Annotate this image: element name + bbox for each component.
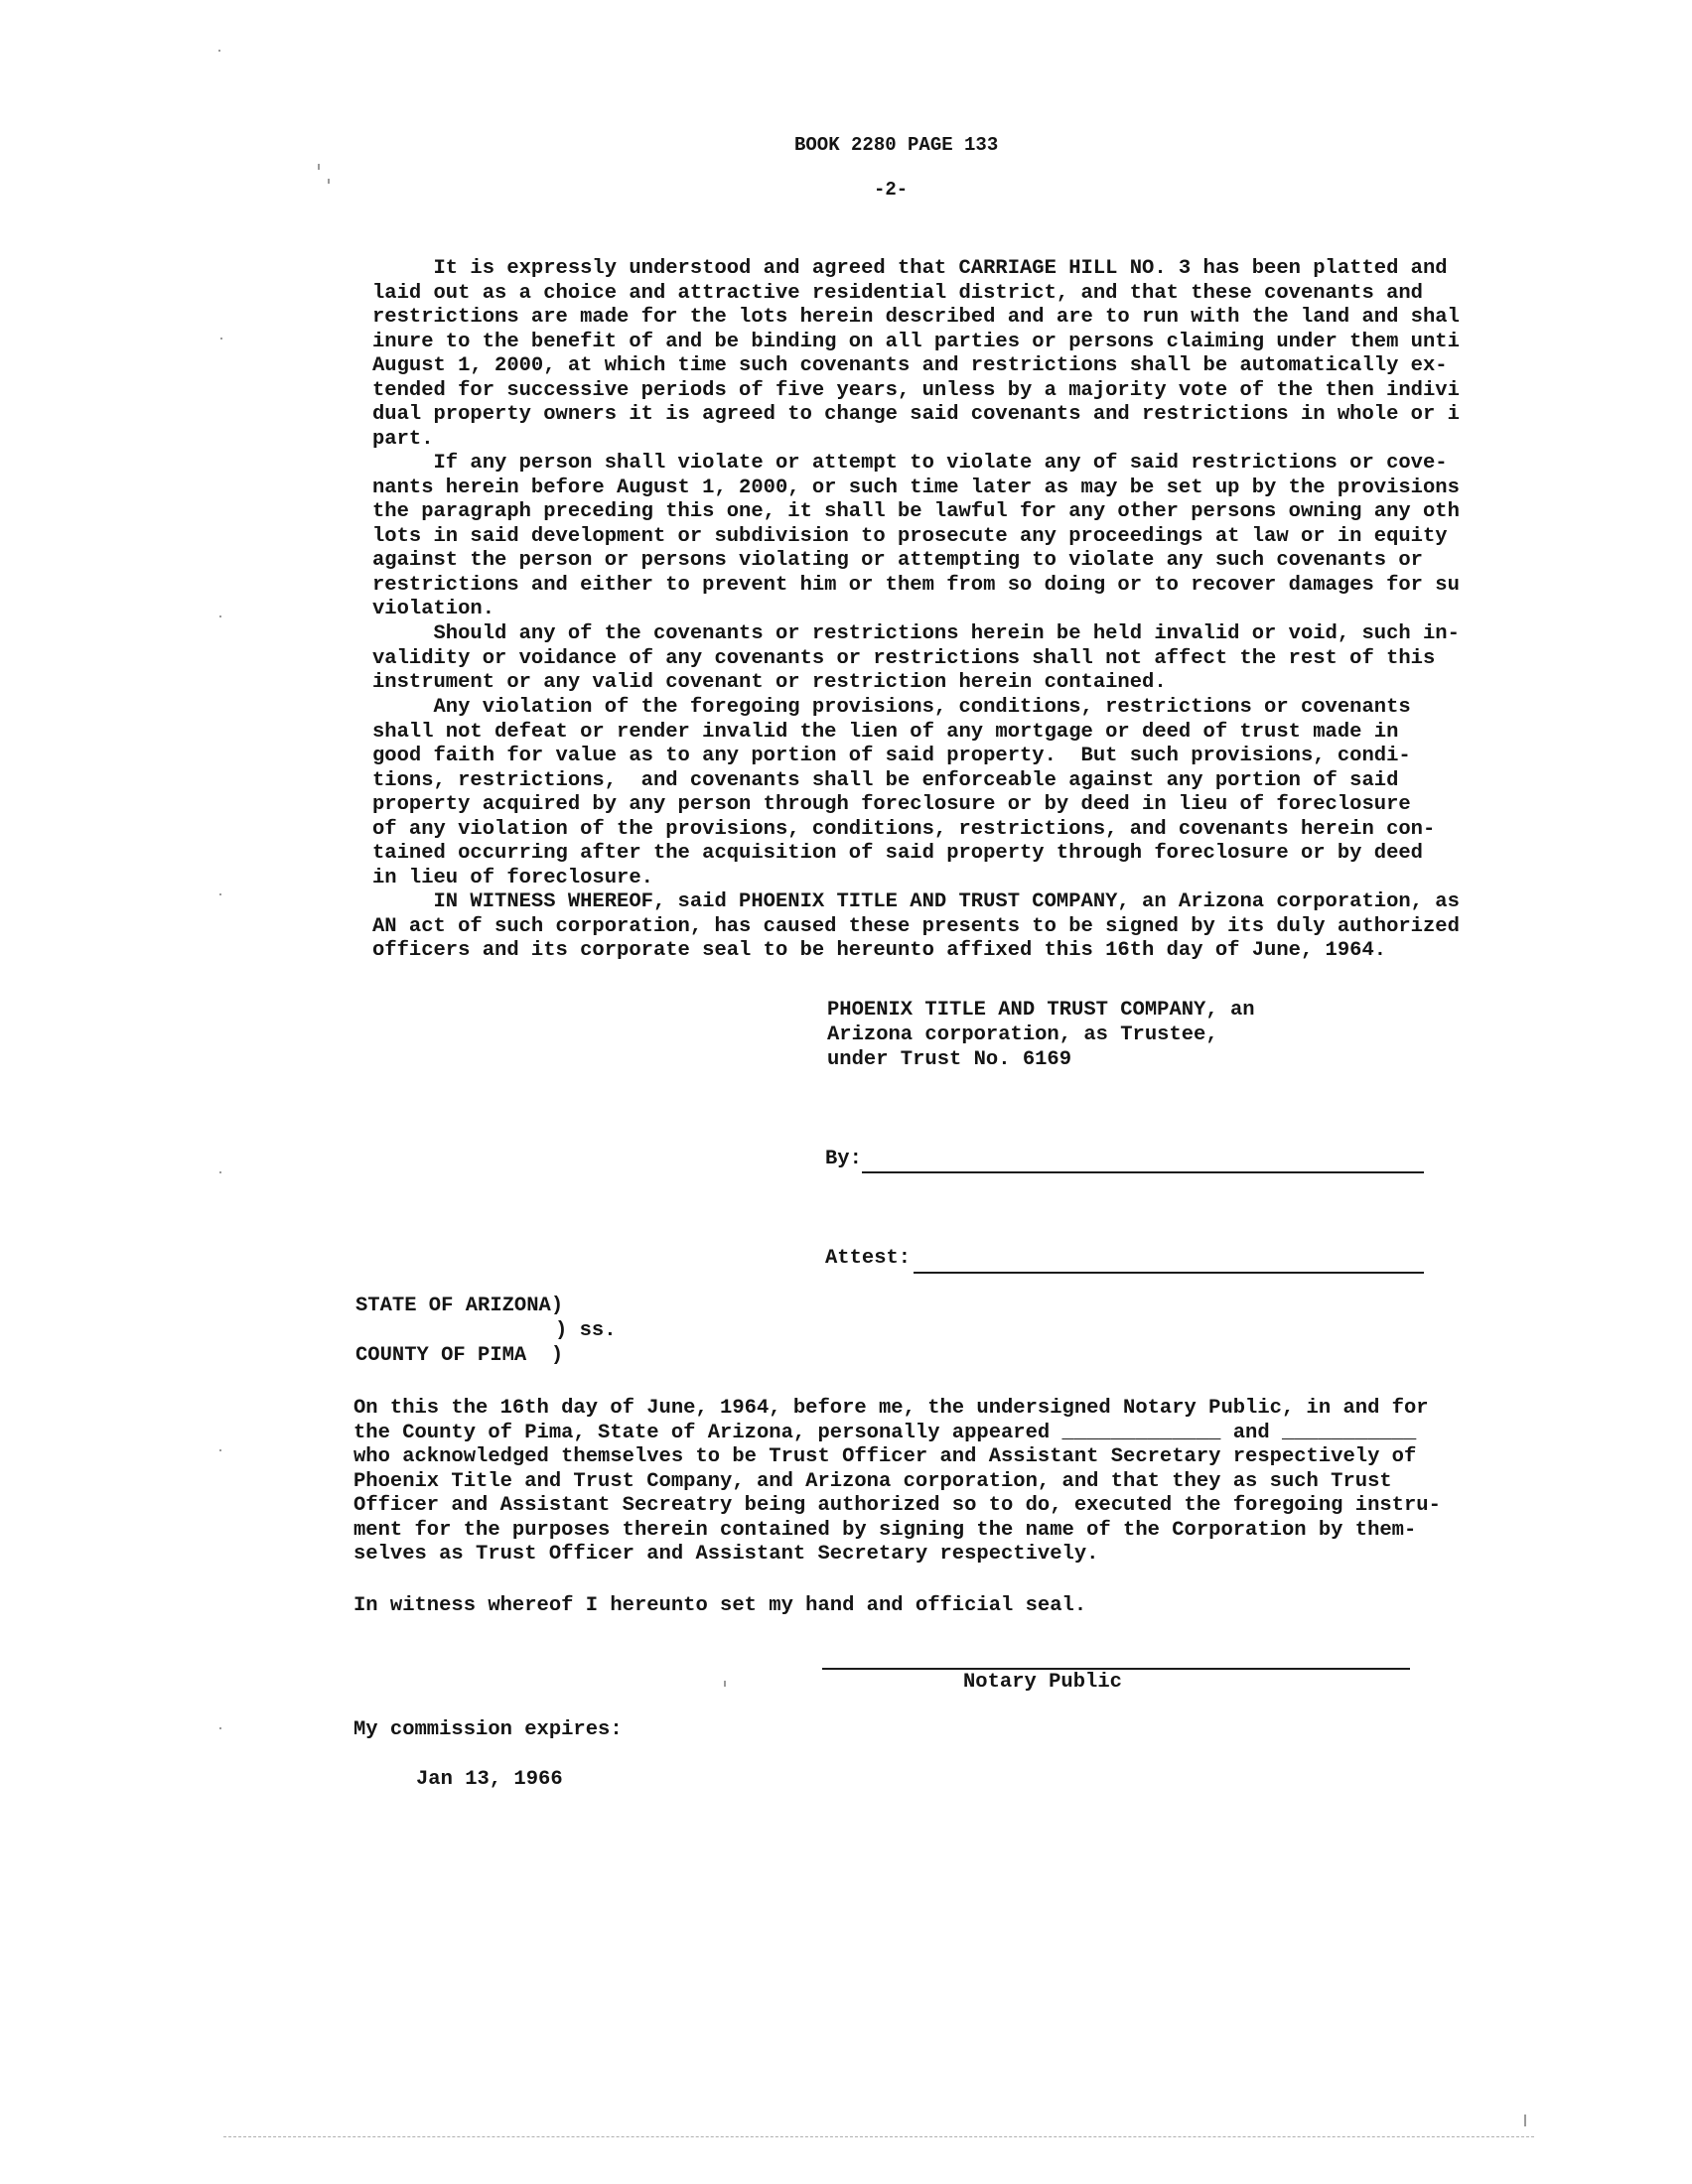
- paragraph-line: AN act of such corporation, has caused these presents to be signed by its duly authorized: [372, 914, 1460, 938]
- paragraph-line: tions, restrictions, and covenants shall be enforceable against any portion of said: [372, 768, 1399, 792]
- notary-public-label: Notary Public: [963, 1671, 1122, 1694]
- paragraph-line: Should any of the covenants or restrictions herein be held invalid or void, such in-: [372, 622, 1460, 645]
- severability-paragraph: [372, 622, 1475, 696]
- by-signature-line[interactable]: [862, 1171, 1424, 1173]
- scan-speck: [220, 338, 222, 340]
- paragraph-line: lots in said development or subdivision to prosecute any proceedings at law or in equity: [372, 524, 1448, 548]
- paragraph-line: restrictions and either to prevent him or them from so doing or to recover damages for su: [372, 573, 1460, 597]
- scan-speck: [318, 164, 320, 170]
- scan-speck: [219, 1727, 221, 1729]
- paragraph-line: of any violation of the provisions, conditions, restrictions, and covenants herein con-: [372, 817, 1436, 841]
- witness-statement: In witness whereof I hereunto set my hand and official seal.: [353, 1594, 1087, 1617]
- attest-signature-line[interactable]: [914, 1272, 1424, 1274]
- paragraph-line: tained occurring after the acquisition of said property through foreclosure or by deed: [372, 842, 1423, 865]
- book-page-reference: BOOK 2280 PAGE 133: [794, 134, 999, 156]
- violation-paragraph: [372, 452, 1475, 622]
- commission-expiry-date: Jan 13, 1966: [416, 1768, 563, 1791]
- scan-speck: [218, 50, 220, 52]
- commission-expires-label: My commission expires:: [353, 1718, 623, 1741]
- page-number: -2-: [874, 179, 909, 201]
- paragraph-line: against the person or persons violating or attempting to violate any such covenants or: [372, 549, 1423, 572]
- paragraph-line: part.: [372, 427, 434, 451]
- paragraph-line: shall not defeat or render invalid the lien of any mortgage or deed of trust made in: [372, 720, 1399, 744]
- scan-speck: [219, 1449, 221, 1451]
- paragraph-line: IN WITNESS WHEREOF, said PHOENIX TITLE AND TRUST COMPANY, an Arizona corporation, as: [372, 890, 1460, 913]
- paragraph-line: It is expressly understood and agreed that CARRIAGE HILL NO. 3 has been platted and: [372, 257, 1448, 280]
- paragraph-line: who acknowledged themselves to be Trust Officer and Assistant Secretary respectively of: [353, 1445, 1417, 1468]
- paragraph-line: August 1, 2000, at which time such covenants and restrictions shall be automatically ex-: [372, 354, 1448, 377]
- paragraph-line: inure to the benefit of and be binding on all parties or persons claiming under them unti: [372, 330, 1460, 353]
- paragraph-line: good faith for value as to any portion of said property. But such provisions, condi-: [372, 745, 1411, 767]
- in-witness-paragraph: [372, 890, 1475, 964]
- covenant-term-paragraph: [372, 257, 1475, 452]
- paragraph-line: the paragraph preceding this one, it shall be lawful for any other persons owning any oth: [372, 500, 1460, 523]
- scan-speck: [219, 893, 221, 895]
- signatory-capacity: Arizona corporation, as Trustee,: [827, 1024, 1218, 1046]
- venue-county: COUNTY OF PIMA ): [355, 1344, 564, 1367]
- paragraph-line: Any violation of the foregoing provisions, conditions, restrictions or covenants: [372, 696, 1411, 719]
- paragraph-line: property acquired by any person through foreclosure or by deed in lieu of foreclosure: [372, 793, 1411, 816]
- signatory-trust-number: under Trust No. 6169: [827, 1048, 1072, 1071]
- paragraph-line: dual property owners it is agreed to change said covenants and restrictions in whole or i: [372, 403, 1460, 426]
- signatory-company: PHOENIX TITLE AND TRUST COMPANY, an: [827, 999, 1255, 1022]
- paragraph-line: violation.: [372, 598, 495, 620]
- paragraph-line: Phoenix Title and Trust Company, and Arizona corporation, and that they as such Trust: [353, 1469, 1392, 1493]
- scan-bottom-edge: [223, 2136, 1534, 2137]
- scan-speck: [219, 1171, 221, 1173]
- scan-speck: [328, 179, 330, 184]
- paragraph-line: On this the 16th day of June, 1964, before me, the undersigned Notary Public, in and for: [353, 1397, 1429, 1420]
- paragraph-line: ment for the purposes therein contained by signing the name of the Corporation by them-: [353, 1518, 1417, 1542]
- by-label: By:: [825, 1148, 862, 1170]
- paragraph-line: restrictions are made for the lots herein described and are to run with the land and shal: [372, 306, 1460, 329]
- venue-ss: ) ss.: [555, 1319, 617, 1342]
- paragraph-line: Officer and Assistant Secreatry being authorized so to do, executed the foregoing instru-: [353, 1494, 1441, 1517]
- paragraph-line: laid out as a choice and attractive residential district, and that these covenants and: [372, 281, 1423, 305]
- venue-state: STATE OF ARIZONA): [355, 1295, 564, 1317]
- paragraph-line: instrument or any valid covenant or restriction herein contained.: [372, 671, 1167, 694]
- attest-label: Attest:: [825, 1247, 912, 1270]
- mortgage-lien-paragraph: [372, 696, 1475, 890]
- paragraph-line: officers and its corporate seal to be hereunto affixed this 16th day of June, 1964.: [372, 939, 1387, 962]
- paragraph-line: in lieu of foreclosure.: [372, 866, 653, 889]
- scan-speck: [219, 615, 221, 617]
- acknowledgment-paragraph: [353, 1397, 1476, 1568]
- paragraph-line: nants herein before August 1, 2000, or such time later as may be set up by the provisions: [372, 476, 1460, 499]
- paragraph-line: tended for successive periods of five years, unless by a majority vote of the then indivi: [372, 378, 1460, 402]
- scan-speck: [1524, 2115, 1526, 2126]
- paragraph-line: selves as Trust Officer and Assistant Secretary respectively.: [353, 1543, 1099, 1566]
- paragraph-line: validity or voidance of any covenants or restrictions shall not affect the rest of this: [372, 646, 1436, 670]
- scan-speck: [724, 1681, 726, 1687]
- paragraph-line: the County of Pima, State of Arizona, personally appeared _____________ and ___________: [353, 1421, 1417, 1444]
- paragraph-line: If any person shall violate or attempt to violate any of said restrictions or cove-: [372, 452, 1448, 475]
